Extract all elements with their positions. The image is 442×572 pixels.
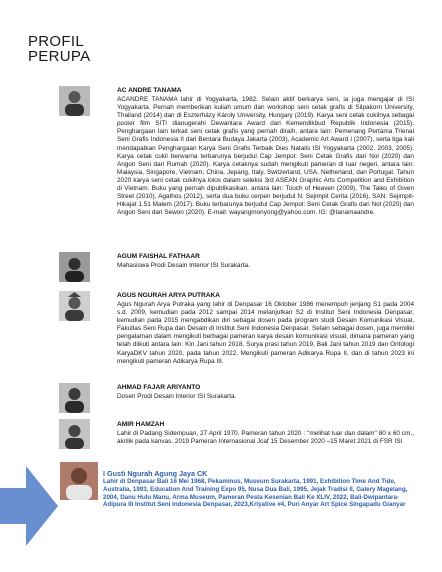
artist-bio: Mahasiswa Prodi Desain Interior ISI Surakarta.	[117, 262, 250, 269]
artist-bio: Agus Ngurah Arya Putraka yang lahir di Denpasar 16 Oktober 1986 menempuh jenjang S1 pada 2004 s.d. 2009, kemudian pada 2012 sampai 2014 melanjutkan S2 di Institut Seni Indonesia Denpasar, kemudian pada 2015 mengabdikan diri sebagai dosen pada program studi Desain Komunikasi Visual, Fakultas Seni Rupa dan Desain di Institut Seni Indonesia Denpasar. Selain sebagai dosen, juga memiliki pengalaman dalam mengikuti berbagai pameran karya desain komunikasi visual, dimana pameran yang telah diikuti antara lain: Kin Jani tahun 2018, Surya prasi tahun 2019, Bali Jani tahun 2019 dan Ontologi KaryaDKV tahun 2020, pada tahun 2022, Mengikuti pameran Adikarya Rupa II, dan di tahun 2023 ini mengikuti pameran Adikarya Rupa III.	[117, 301, 414, 365]
artist-name: AC ANDRE TANAMA	[117, 87, 182, 94]
page-title-line1: PROFIL	[28, 33, 84, 50]
artist-photo	[59, 291, 90, 321]
artist-name: AHMAD FAJAR ARIYANTO	[117, 384, 201, 391]
artist-bio: Dosen Prodi Desain Interior ISI Surakarta.	[117, 393, 237, 400]
highlighted-artist-bio: Lahir di Denpasar Bali 16 Mei 1968, Pekaminus, Museum Surakarta, 1991, Exhibition Time And Tide, Australia, 1993, Education And Training Expo 95, Nusa Dua Bali, 1995, Jejak Tradisi II, Galery Magelang, 2004, Danu Hulu Manu, Arma Museum, Pameran Pesta Kesenian Bali Ke XLIV, 2022, Bali-Dwipantara-Adipura III Institut Seni Indonesia Denpasar, 2023,Kriyative #4, Puri Anyar Art Spice Singapadu Gianyar	[103, 478, 408, 509]
artist-photo	[59, 419, 90, 449]
page-title-line2: PERUPA	[28, 48, 91, 65]
highlighted-artist-photo	[60, 462, 98, 500]
artist-bio: ACANDRE TANAMA lahir di Yogyakarta, 1982. Selain aktif berkarya seni, ia juga mengajar di ISI Yogyakarta. Pernah memberikan kuliah umum dan workshop seni cetak grafis di Silpakorn University, Thailand (2014) dan di Eszterházy Károly University, Hungary (2019). Karya seni cetak cukilnya sebagai poster film SITI dianugerahi Dewantara Award dari Kemendikbud Republik Indonesia (2015). Penghargaan lain terkait seni cetak grafis yang pernah diraih, antara lain: Pemenang Pertama Trienal Seni Grafis Indonesia II dari Bentara Budaya Jakarta (2003), Academic Art Award I (2007), serta tiga kali mendapatkan Penghargaan Karya Seni Grafis Terbaik Dies Natalis ISI Yogyakarta (2002, 2003, 2005). Karya cetak cukil berwarna terbarunya berjudul Cap Jempol: Seni Cetak Grafis dari Nol (2020) dan Angon Seni dari Rumah (2020). Karya cetaknya sudah mengikuti pameran di luar negeri, antara lain: Malaysia, Singapore, Vietnam, China, Jepang, Italy, Switzerland, USA, Netherland, dan Portugal. Tahun 2020 karya seni cetak cukilnya lolos dalam seleksi 3rd ASEAN Graphic Arts Competition and Exhibition di Vietnam. Buku yang pernah dipublikasikan, antara lain: Touch of Heaven (2009), The Tales of Given Street (2010), Agathos (2012), serta dua buku cerpen berjudul N: Sejimpit Cerita (2016), SAN: Sejimpit-Hikajat 1.51 Malem (2017). Buku terbarunya berjudul Cap Jempol: Seni Cetak Grafis dari Nol (2020) dan Angon Seni dari Sewon (2020). E-mail: wayangmonyong@yahoo.com. IG: @tanamaandre.	[117, 96, 414, 217]
artist-name: AMIR HAMZAH	[117, 421, 165, 428]
artist-name: AGUS NGURAH ARYA PUTRAKA	[117, 292, 221, 299]
arrow-right-icon	[0, 464, 60, 549]
artist-photo	[59, 252, 90, 282]
page-title	[28, 34, 90, 64]
artist-photo	[59, 86, 90, 116]
artist-photo	[59, 383, 90, 413]
highlighted-artist-name: I Gusti Ngurah Agung Jaya CK	[103, 469, 208, 478]
artist-bio: Lahir di Padang Sidempuan, 27 April 1970. Pameran tahun 2020 : "melihat luar dan dalam" 80 x 60 cm., akrilik pada kanvas. 2019 Pameran Internasional Jcaf 15 Desember 2020 –15 Maret 2021 di FSR ISI	[117, 430, 414, 446]
artist-name: AGUM FAISHAL FATHAAR	[117, 253, 200, 260]
